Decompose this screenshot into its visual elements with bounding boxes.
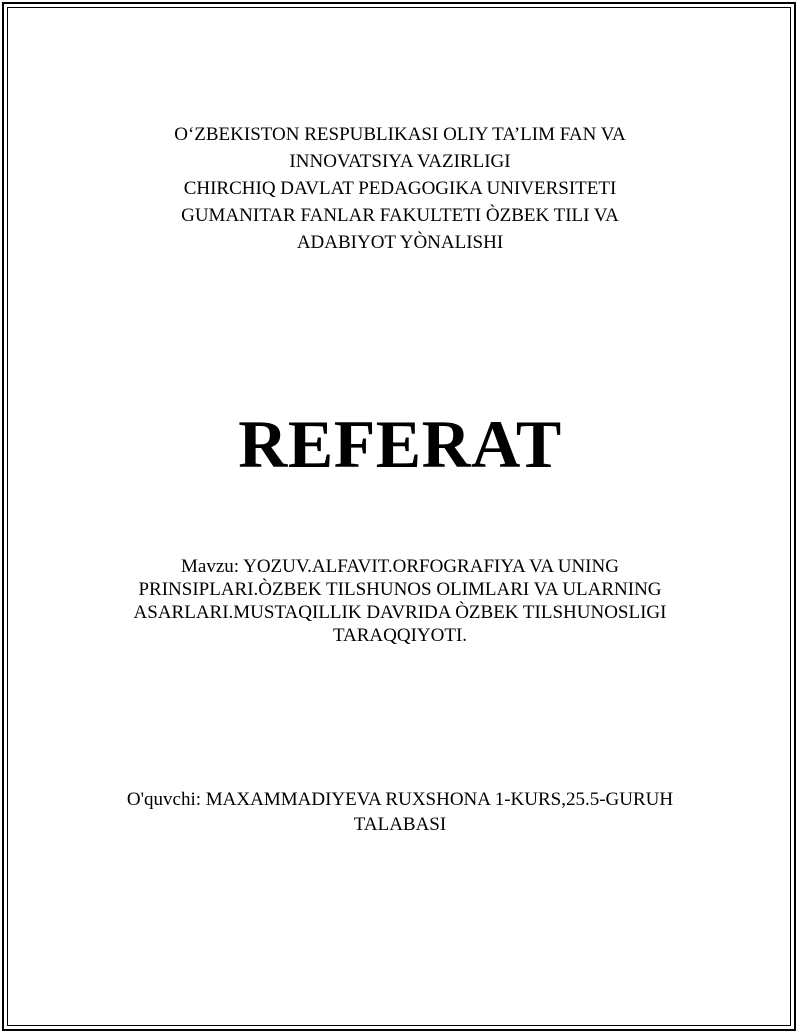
topic-line: Mavzu: YOZUV.ALFAVIT.ORFOGRAFIYA VA UNING — [181, 556, 619, 577]
document-title: REFERAT — [238, 406, 562, 482]
student-line: O'quvchi: MAXAMMADIYEVA RUXSHONA 1-KURS,25.5-GURUH — [126, 789, 674, 810]
topic-block — [0, 555, 800, 647]
topic-line: ASARLARI.MUSTAQILLIK DAVRIDA ÒZBEK TILSHUNOSLIGI — [133, 602, 667, 623]
topic-line: TARAQQIYOTI. — [332, 625, 468, 646]
header-line: INNOVATSIYA VAZIRLIGI — [289, 151, 511, 172]
student-line: TALABASI — [353, 814, 447, 835]
topic-line: PRINSIPLARI.ÒZBEK TILSHUNOS OLIMLARI VA ULARNING — [138, 579, 662, 600]
header-line: CHIRCHIQ DAVLAT PEDAGOGIKA UNIVERSITETI — [183, 178, 617, 199]
header-line: ADABIYOT YÒNALISHI — [296, 232, 504, 253]
institution-header — [0, 121, 800, 256]
header-line: O‘ZBEKISTON RESPUBLIKASI OLIY TA’LIM FAN VA — [174, 124, 626, 145]
header-line: GUMANITAR FANLAR FAKULTETI ÒZBEK TILI VA — [181, 205, 619, 226]
student-block — [0, 787, 800, 837]
